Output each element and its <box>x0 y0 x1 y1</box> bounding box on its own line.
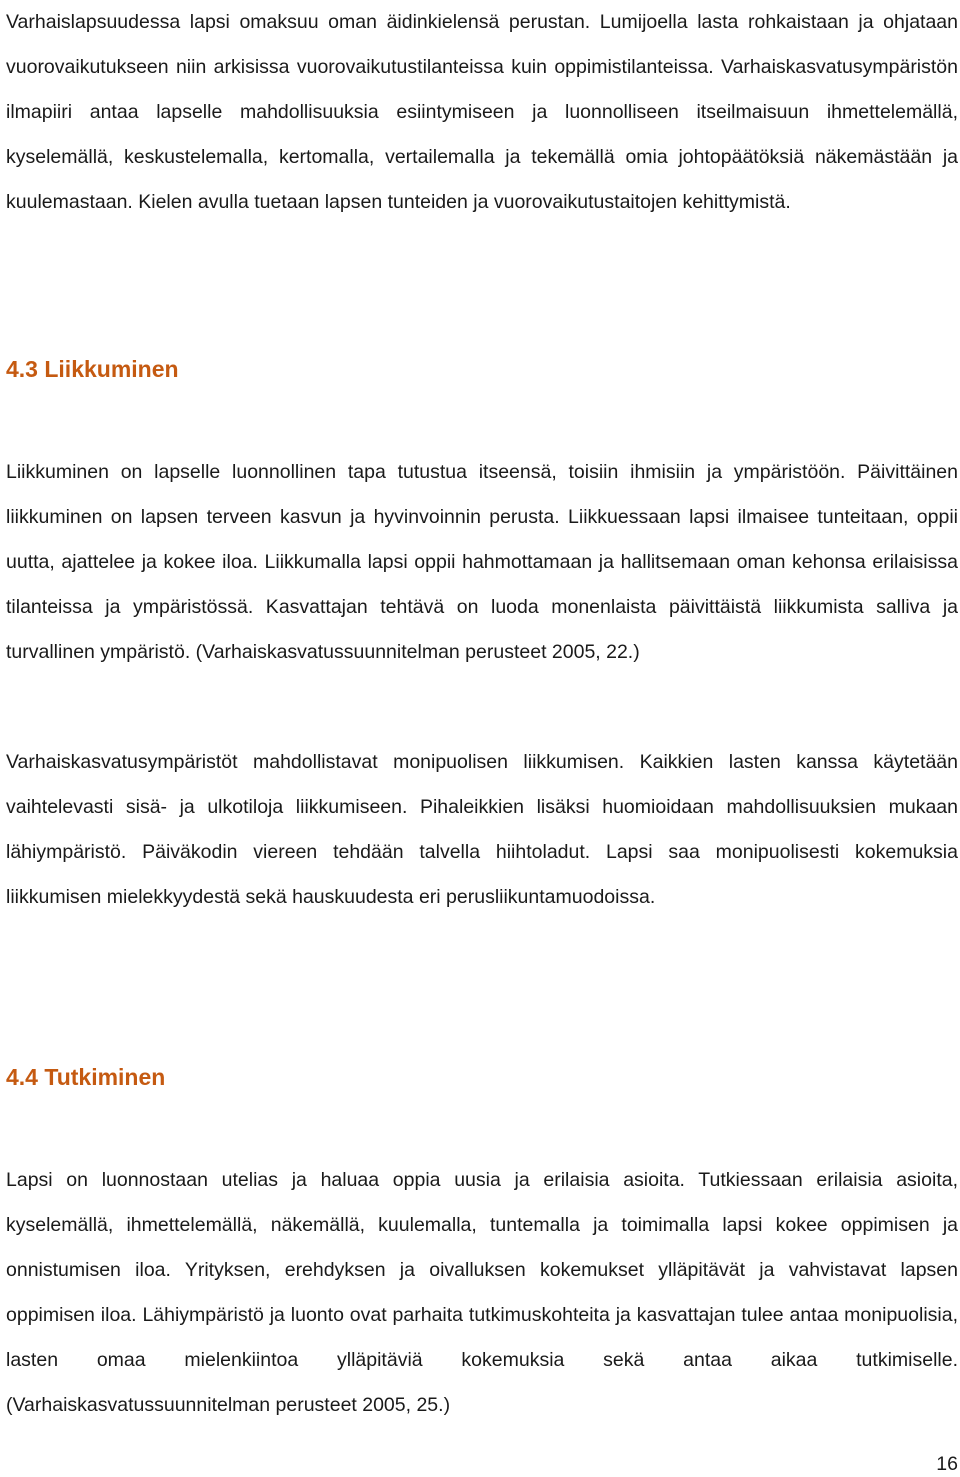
liikkuminen-paragraph-1: Liikkuminen on lapselle luonnollinen tapa tutustua itseensä, toisiin ihmisiin ja ympäristöön. Päivittäinen liikkuminen on lapsen terveen kasvun ja hyvinvoinnin perusta. Liikkuessaan lapsi ilmaisee tunteitaan, oppii uutta, ajattelee ja kokee iloa. Liikkumalla lapsi oppii hahmottamaan ja hallitsemaan oman kehonsa erilaisissa tilanteissa ja ympäristössä. Kasvattajan tehtävä on luoda monenlaista päivittäistä liikkumista salliva ja turvallinen ympäristö. (Varhaiskasvatussuunnitelman perusteet 2005, 22.) <box>6 461 958 663</box>
section-heading-liikkuminen: 4.3 Liikkuminen <box>6 356 179 382</box>
page-number: 16 <box>936 1453 958 1475</box>
intro-paragraph: Varhaislapsuudessa lapsi omaksuu oman äidinkielensä perustan. Lumijoella lasta rohkaistaan ja ohjataan vuorovaikutukseen niin arkisissa vuorovaikutustilanteissa kuin oppimistilanteissa. Varhaiskasvatusympäristön ilmapiiri antaa lapselle mahdollisuuksia esiintymiseen ja luonnolliseen itseilmaisuun ihmettelemällä, kyselemällä, keskustelemalla, kertomalla, vertailemalla ja tekemällä omia johtopäätöksiä näkemästään ja kuulemastaan. Kielen avulla tuetaan lapsen tunteiden ja vuorovaikutustaitojen kehittymistä. <box>6 11 958 213</box>
tutkiminen-paragraph-1: Lapsi on luonnostaan utelias ja haluaa oppia uusia ja erilaisia asioita. Tutkiessaan erilaisia asioita, kyselemällä, ihmettelemällä, näkemällä, kuulemalla, tuntemalla ja toimimalla lapsi kokee oppimisen ja onnistumisen iloa. Yrityksen, erehdyksen ja oivalluksen kokemukset ylläpitävät ja vahvistavat lapsen oppimisen iloa. Lähiympäristö ja luonto ovat parhaita tutkimuskohteita ja kasvattajan tulee antaa monipuolisia, lasten omaa mielenkiintoa ylläpitäviä kokemuksia sekä antaa aikaa tutkimiselle. (Varhaiskasvatussuunnitelman perusteet 2005, 25.) <box>6 1169 958 1416</box>
section-heading-tutkiminen: 4.4 Tutkiminen <box>6 1064 166 1090</box>
liikkuminen-paragraph-2: Varhaiskasvatusympäristöt mahdollistavat monipuolisen liikkumisen. Kaikkien lasten kanssa käytetään vaihtelevasti sisä- ja ulkotiloja liikkumiseen. Pihaleikkien lisäksi huomioidaan mahdollisuuksien mukaan lähiympäristö. Päiväkodin viereen tehdään talvella hiihtoladut. Lapsi saa monipuolisesti kokemuksia liikkumisen mielekkyydestä sekä hauskuudesta eri perusliikuntamuodoissa. <box>6 751 958 908</box>
